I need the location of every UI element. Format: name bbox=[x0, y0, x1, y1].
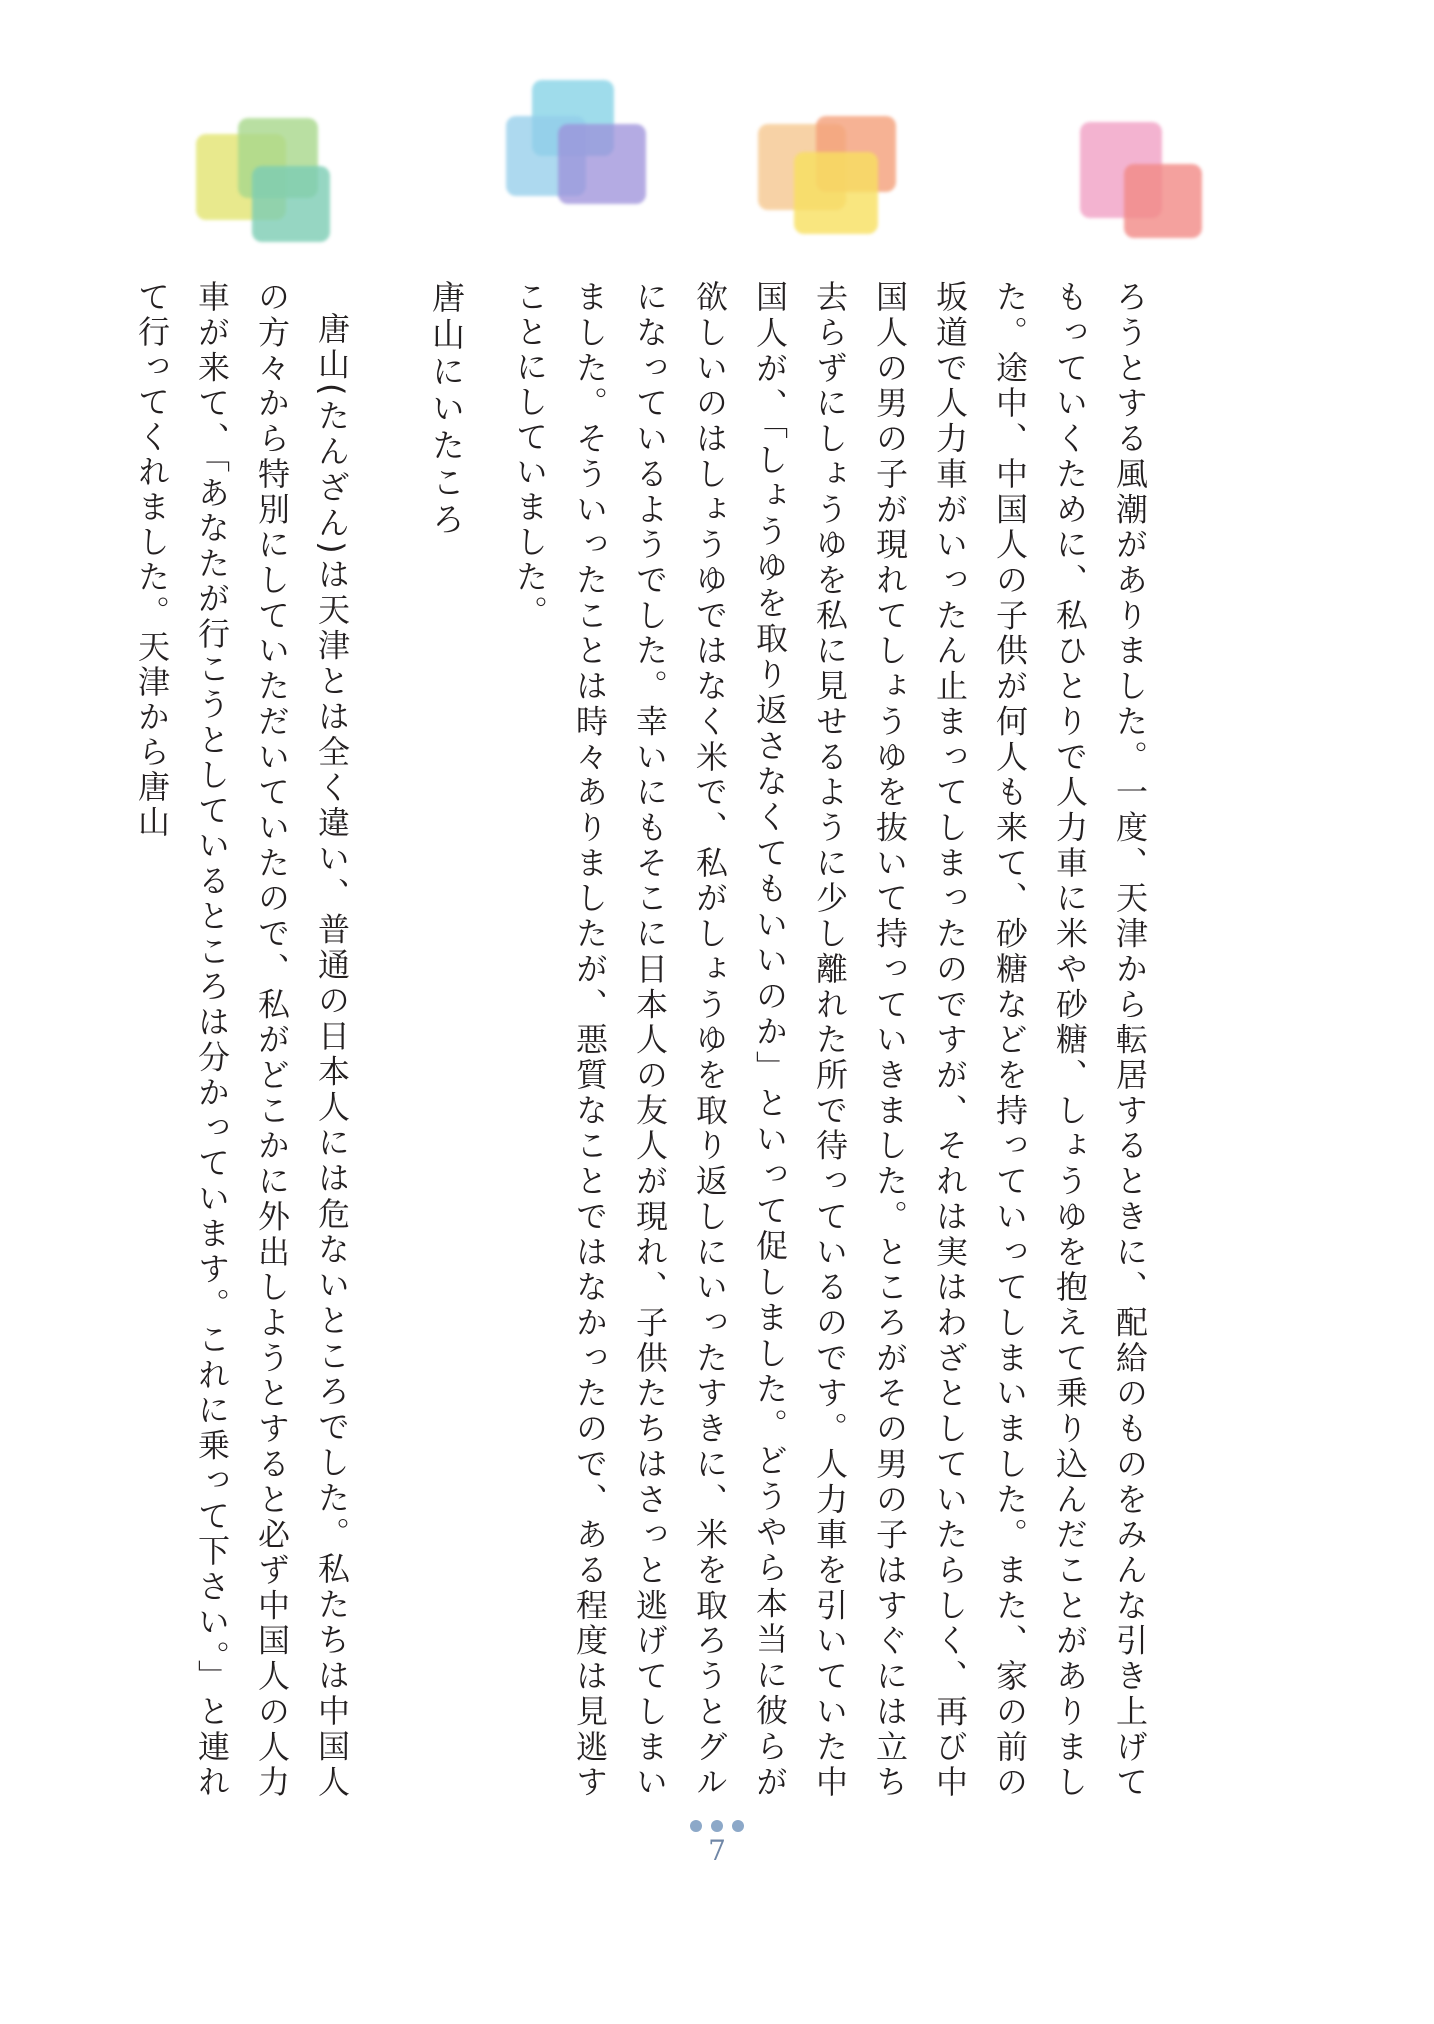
orange-watercolor-deco bbox=[758, 116, 938, 266]
deco-square bbox=[1124, 164, 1202, 238]
page-number: 7 bbox=[708, 1834, 726, 1867]
deco-square bbox=[252, 166, 330, 242]
page-footer bbox=[0, 1820, 1434, 1867]
deco-square bbox=[794, 152, 878, 234]
page-dots-ornament bbox=[0, 1820, 1434, 1832]
dot-icon bbox=[732, 1820, 744, 1832]
section-heading: 唐山にいたころ bbox=[427, 280, 466, 539]
deco-square bbox=[558, 124, 646, 204]
vertical-text-body bbox=[133, 280, 1160, 1801]
blue-watercolor-deco bbox=[506, 80, 686, 230]
dot-icon bbox=[711, 1820, 723, 1832]
dot-icon bbox=[690, 1820, 702, 1832]
paragraph: ろうとする風潮がありました。一度、天津から転居するときに、配給のものをみんな引き上げてもっていくために、私ひとりで人力車に米や砂糖、しょうゆを抱えて乗り込んだことがありました。途中、中国人の子供が何人も来て、砂糖などを持っていってしまいました。また、家の前の坂道で人力車がいったん止まってしまったのですが、それは実はわざとしていたらしく、再び中国人の男の子が現れてしょうゆを抜いて持っていきました。ところがその男の子はすぐには立ち去らずにしょうゆを私に見せるように少し離れた所で待っているのです。人力車を引いていた中国人が、「しょうゆを取り返さなくてもいいのか」といって促しました。どうやら本当に彼らが欲しいのはしょうゆではなく米で、私がしょうゆを取り返しにいったすきに、米を取ろうとグルになっているようでした。幸いにもそこに日本人の友人が現れ、子供たちはさっと逃げてしまいました。そういったことは時々ありましたが、悪質なことではなかったので、ある程度は見逃すことにしていました。 bbox=[511, 280, 1149, 1801]
pink-watercolor-deco bbox=[1080, 122, 1260, 272]
paragraph: 唐山(たんざん)は天津とは全く違い、普通の日本人には危ないところでした。私たちは中国人の方々から特別にしていただいていたので、私がどこかに外出しようとすると必ず中国人の人力車が来て、「あなたが行こうとしているところは分かっています。これに乗って下さい。」と連れて行ってくれました。天津から唐山 bbox=[133, 280, 351, 1800]
green-watercolor-deco bbox=[196, 118, 376, 268]
